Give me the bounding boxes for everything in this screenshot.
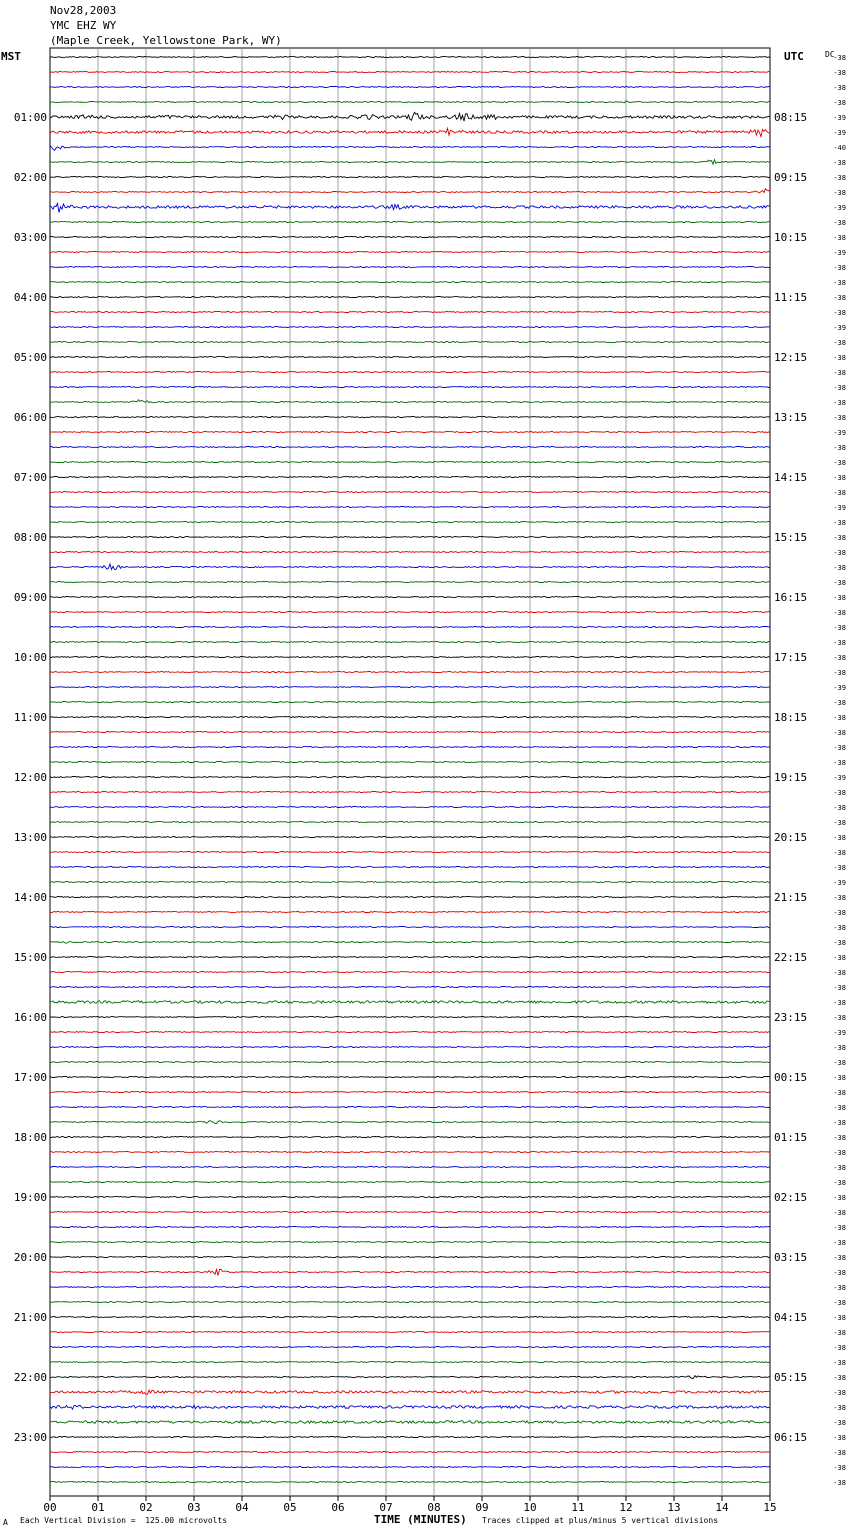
- trace-row: [50, 1390, 770, 1394]
- dc-offset-label: -38: [833, 804, 846, 812]
- right-hour-label: 01:15: [774, 1131, 808, 1144]
- x-tick-label: 07: [379, 1501, 393, 1514]
- dc-offset-label: -38: [833, 1179, 846, 1187]
- dc-offset-label: -38: [833, 1329, 846, 1337]
- dc-offset-label: -38: [833, 609, 846, 617]
- right-timezone-label: UTC: [784, 50, 804, 63]
- dc-offset-label: -38: [833, 294, 846, 302]
- trace-row: [50, 687, 770, 688]
- trace-row: [50, 1302, 770, 1303]
- right-hour-label: 06:15: [774, 1431, 808, 1444]
- dc-offset-label: -38: [833, 1434, 846, 1442]
- dc-offset-label: -38: [833, 459, 846, 467]
- dc-offset-label: -38: [833, 414, 846, 422]
- dc-offset-label: -39: [833, 324, 846, 332]
- left-hour-label: 18:00: [13, 1131, 47, 1144]
- dc-offset-label: -38: [833, 729, 846, 737]
- dc-offset-label: -38: [833, 399, 846, 407]
- dc-offset-label: -38: [833, 99, 846, 107]
- dc-offset-label: -38: [833, 1419, 846, 1427]
- dc-offset-label: -38: [833, 849, 846, 857]
- x-tick-label: 05: [283, 1501, 297, 1514]
- x-tick-label: 00: [43, 1501, 57, 1514]
- trace-row: [50, 1317, 770, 1318]
- dc-offset-label: -38: [833, 909, 846, 917]
- trace-row: [50, 912, 770, 913]
- trace-row: [50, 1437, 770, 1438]
- dc-offset-label: -38: [833, 1194, 846, 1202]
- trace-row: [50, 1421, 770, 1424]
- trace-row: [50, 447, 770, 448]
- trace-row: [50, 417, 770, 418]
- trace-row: [50, 462, 770, 463]
- left-hour-label: 13:00: [13, 831, 47, 844]
- right-hour-label: 14:15: [774, 471, 808, 484]
- left-hour-label: 11:00: [13, 711, 47, 724]
- right-hour-label: 10:15: [774, 231, 808, 244]
- left-timezone-label: MST: [1, 50, 21, 63]
- trace-row: [50, 537, 770, 538]
- chart-labels: [14, 54, 846, 1514]
- dc-offset-label: -38: [833, 1239, 846, 1247]
- trace-row: [50, 432, 770, 433]
- trace-row: [50, 222, 770, 223]
- dc-offset-label: -38: [833, 744, 846, 752]
- dc-offset-label: -38: [833, 1089, 846, 1097]
- trace-row: [50, 582, 770, 583]
- trace-row: [50, 1405, 770, 1409]
- trace-row: [50, 267, 770, 268]
- trace-row: [50, 1362, 770, 1363]
- dc-offset-label: -38: [833, 699, 846, 707]
- dc-offset-label: -38: [833, 1014, 846, 1022]
- dc-offset-label: -38: [833, 714, 846, 722]
- dc-offset-label: -38: [833, 1359, 846, 1367]
- x-tick-label: 14: [715, 1501, 729, 1514]
- trace-row: [50, 327, 770, 328]
- trace-row: [50, 642, 770, 643]
- left-hour-label: 02:00: [13, 171, 47, 184]
- left-hour-label: 15:00: [13, 951, 47, 964]
- left-hour-label: 23:00: [13, 1431, 47, 1444]
- dc-offset-label: -38: [833, 1374, 846, 1382]
- x-tick-label: 10: [523, 1501, 537, 1514]
- dc-offset-label: -38: [833, 234, 846, 242]
- trace-row: [50, 1212, 770, 1213]
- right-hour-label: 13:15: [774, 411, 808, 424]
- dc-offset-label: -38: [833, 54, 846, 62]
- dc-offset-label: -38: [833, 579, 846, 587]
- trace-row: [50, 552, 770, 553]
- dc-offset-label: -38: [833, 309, 846, 317]
- right-hour-label: 22:15: [774, 951, 808, 964]
- dc-offset-label: -40: [833, 144, 846, 152]
- dc-offset-label: -38: [833, 219, 846, 227]
- minute-grid: [50, 48, 770, 1496]
- x-tick-label: 01: [91, 1501, 105, 1514]
- trace-row: [50, 597, 770, 598]
- right-hour-label: 05:15: [774, 1371, 808, 1384]
- trace-row: [50, 657, 770, 658]
- trace-row: [50, 312, 770, 313]
- footer-mark: A: [3, 1518, 8, 1527]
- trace-row: [50, 1269, 770, 1275]
- trace-row: [50, 1182, 770, 1183]
- trace-row: [50, 1197, 770, 1198]
- dc-offset-label: -38: [833, 384, 846, 392]
- dc-offset-label: -39: [833, 504, 846, 512]
- station-location: (Maple Creek, Yellowstone Park, WY): [50, 34, 282, 47]
- dc-offset-label: -38: [833, 924, 846, 932]
- dc-offset-label: -38: [833, 1164, 846, 1172]
- trace-row: [50, 160, 770, 165]
- left-hour-label: 04:00: [13, 291, 47, 304]
- right-hour-label: 15:15: [774, 531, 808, 544]
- dc-offset-label: -38: [833, 1224, 846, 1232]
- trace-row: [50, 1332, 770, 1333]
- station-code: YMC EHZ WY: [50, 19, 117, 32]
- dc-offset-label: -38: [833, 69, 846, 77]
- x-tick-label: 08: [427, 1501, 441, 1514]
- dc-offset-label: -38: [833, 159, 846, 167]
- dc-offset-label: -38: [833, 639, 846, 647]
- left-hour-label: 01:00: [13, 111, 47, 124]
- dc-offset-label: -38: [833, 489, 846, 497]
- dc-offset-label: -38: [833, 84, 846, 92]
- trace-row: [50, 1167, 770, 1168]
- trace-row: [50, 957, 770, 958]
- x-tick-label: 04: [235, 1501, 249, 1514]
- trace-row: [50, 732, 770, 733]
- trace-row: [50, 282, 770, 283]
- trace-row: [50, 882, 770, 883]
- dc-offset-label: -38: [833, 1149, 846, 1157]
- trace-row: [50, 522, 770, 523]
- trace-row: [50, 1137, 770, 1138]
- trace-row: [50, 297, 770, 298]
- trace-row: [50, 237, 770, 238]
- dc-offset-label: -38: [833, 789, 846, 797]
- trace-row: [50, 972, 770, 973]
- trace-row: [50, 1376, 770, 1379]
- x-tick-label: 13: [667, 1501, 681, 1514]
- trace-row: [50, 342, 770, 343]
- dc-offset-label: -38: [833, 1299, 846, 1307]
- dc-offset-label: -39: [833, 684, 846, 692]
- trace-row: [50, 1467, 770, 1468]
- dc-offset-label: -38: [833, 1074, 846, 1082]
- trace-row: [50, 672, 770, 673]
- trace-row: [50, 128, 770, 136]
- trace-row: [50, 1242, 770, 1243]
- trace-row: [50, 1062, 770, 1063]
- x-axis-label: TIME (MINUTES): [374, 1513, 467, 1526]
- dc-offset-label: -38: [833, 999, 846, 1007]
- dc-offset-label: -38: [833, 279, 846, 287]
- x-tick-label: 06: [331, 1501, 345, 1514]
- trace-row: [50, 145, 770, 150]
- dc-offset-label: -38: [833, 1479, 846, 1487]
- dc-offset-label: -38: [833, 939, 846, 947]
- x-tick-label: 11: [571, 1501, 585, 1514]
- trace-row: [50, 507, 770, 508]
- left-hour-label: 17:00: [13, 1071, 47, 1084]
- left-hour-label: 10:00: [13, 651, 47, 664]
- trace-row: [50, 1257, 770, 1258]
- dc-offset-label: -38: [833, 1344, 846, 1352]
- dc-offset-label: -38: [833, 654, 846, 662]
- trace-row: [50, 1032, 770, 1033]
- dc-offset-label: -38: [833, 549, 846, 557]
- trace-row: [50, 792, 770, 793]
- trace-row: [50, 777, 770, 778]
- dc-offset-label: -38: [833, 519, 846, 527]
- trace-row: [50, 112, 770, 121]
- trace-row: [50, 477, 770, 478]
- dc-offset-label: -38: [833, 1269, 846, 1277]
- trace-row: [50, 1227, 770, 1228]
- left-hour-label: 16:00: [13, 1011, 47, 1024]
- right-hour-label: 20:15: [774, 831, 808, 844]
- dc-offset-label: -38: [833, 1059, 846, 1067]
- dc-offset-label: -38: [833, 624, 846, 632]
- dc-offset-label: -38: [833, 339, 846, 347]
- trace-row: [50, 987, 770, 988]
- plot-frame: [50, 48, 770, 1496]
- dc-offset-label: -39: [833, 204, 846, 212]
- right-hour-label: 00:15: [774, 1071, 808, 1084]
- left-hour-label: 22:00: [13, 1371, 47, 1384]
- dc-offset-label: -38: [833, 444, 846, 452]
- trace-row: [50, 203, 770, 212]
- left-hour-label: 21:00: [13, 1311, 47, 1324]
- dc-offset-label: -38: [833, 819, 846, 827]
- trace-row: [50, 357, 770, 358]
- right-hour-label: 04:15: [774, 1311, 808, 1324]
- dc-offset-label: -39: [833, 1029, 846, 1037]
- dc-offset-label: -38: [833, 759, 846, 767]
- trace-row: [50, 612, 770, 613]
- trace-row: [50, 372, 770, 373]
- right-hour-label: 11:15: [774, 291, 808, 304]
- dc-offset-label: -38: [833, 369, 846, 377]
- dc-offset-label: -38: [833, 1119, 846, 1127]
- trace-row: [50, 837, 770, 838]
- trace-row: [50, 1107, 770, 1108]
- trace-row: [50, 1077, 770, 1078]
- trace-row: [50, 717, 770, 718]
- dc-offset-label: -39: [833, 774, 846, 782]
- trace-row: [50, 177, 770, 178]
- dc-offset-header: DC: [825, 50, 835, 59]
- dc-offset-label: -39: [833, 114, 846, 122]
- dc-offset-label: -38: [833, 1254, 846, 1262]
- trace-row: [50, 1047, 770, 1048]
- dc-offset-label: -38: [833, 1104, 846, 1112]
- right-hour-label: 23:15: [774, 1011, 808, 1024]
- dc-offset-label: -38: [833, 174, 846, 182]
- dc-offset-label: -38: [833, 564, 846, 572]
- dc-offset-label: -38: [833, 864, 846, 872]
- left-hour-label: 09:00: [13, 591, 47, 604]
- trace-row: [50, 1347, 770, 1348]
- trace-row: [50, 1482, 770, 1483]
- right-hour-label: 09:15: [774, 171, 808, 184]
- trace-row: [50, 762, 770, 763]
- dc-offset-label: -38: [833, 969, 846, 977]
- trace-row: [50, 57, 770, 58]
- dc-offset-label: -39: [833, 879, 846, 887]
- dc-offset-label: -38: [833, 669, 846, 677]
- dc-offset-label: -38: [833, 1389, 846, 1397]
- right-hour-label: 16:15: [774, 591, 808, 604]
- right-hour-label: 08:15: [774, 111, 808, 124]
- trace-row: [50, 867, 770, 868]
- dc-offset-label: -38: [833, 264, 846, 272]
- dc-offset-label: -38: [833, 1464, 846, 1472]
- trace-row: [50, 627, 770, 628]
- trace-row: [50, 747, 770, 748]
- x-tick-label: 02: [139, 1501, 153, 1514]
- x-tick-label: 12: [619, 1501, 633, 1514]
- trace-row: [50, 1152, 770, 1153]
- dc-offset-label: -38: [833, 834, 846, 842]
- dc-offset-label: -38: [833, 954, 846, 962]
- dc-offset-label: -38: [833, 1209, 846, 1217]
- dc-offset-label: -38: [833, 984, 846, 992]
- scale-note: Each Vertical Division = 125.00 microvolts: [20, 1516, 228, 1525]
- trace-row: [50, 942, 770, 944]
- seismic-traces: [50, 57, 770, 1483]
- trace-row: [50, 1121, 770, 1124]
- dc-offset-label: -38: [833, 1449, 846, 1457]
- right-hour-label: 19:15: [774, 771, 808, 784]
- trace-row: [50, 822, 770, 823]
- left-hour-label: 08:00: [13, 531, 47, 544]
- trace-row: [50, 564, 770, 570]
- trace-row: [50, 189, 770, 193]
- trace-row: [50, 927, 770, 928]
- dc-offset-label: -38: [833, 1404, 846, 1412]
- x-tick-label: 09: [475, 1501, 489, 1514]
- trace-row: [50, 1452, 770, 1453]
- dc-offset-label: -38: [833, 1314, 846, 1322]
- left-hour-label: 20:00: [13, 1251, 47, 1264]
- trace-row: [50, 72, 770, 73]
- trace-row: [50, 1001, 770, 1004]
- trace-row: [50, 897, 770, 898]
- x-tick-label: 15: [763, 1501, 777, 1514]
- left-hour-label: 05:00: [13, 351, 47, 364]
- dc-offset-label: -38: [833, 189, 846, 197]
- right-hour-label: 02:15: [774, 1191, 808, 1204]
- trace-row: [50, 400, 770, 403]
- trace-row: [50, 807, 770, 808]
- left-hour-label: 03:00: [13, 231, 47, 244]
- dc-offset-label: -38: [833, 534, 846, 542]
- right-hour-label: 17:15: [774, 651, 808, 664]
- trace-row: [50, 702, 770, 703]
- chart-date: Nov28,2003: [50, 4, 117, 17]
- dc-offset-label: -38: [833, 1284, 846, 1292]
- trace-row: [50, 492, 770, 493]
- dc-offset-label: -38: [833, 1134, 846, 1142]
- trace-row: [50, 1017, 770, 1018]
- right-hour-label: 12:15: [774, 351, 808, 364]
- trace-row: [50, 852, 770, 853]
- trace-row: [50, 87, 770, 88]
- dc-offset-label: -38: [833, 474, 846, 482]
- left-hour-label: 19:00: [13, 1191, 47, 1204]
- dc-offset-label: -39: [833, 429, 846, 437]
- dc-offset-label: -38: [833, 354, 846, 362]
- left-hour-label: 06:00: [13, 411, 47, 424]
- dc-offset-label: -38: [833, 594, 846, 602]
- dc-offset-label: -38: [833, 1044, 846, 1052]
- x-tick-label: 03: [187, 1501, 201, 1514]
- trace-row: [50, 1092, 770, 1093]
- dc-offset-label: -39: [833, 129, 846, 137]
- right-hour-label: 21:15: [774, 891, 808, 904]
- trace-row: [50, 252, 770, 253]
- trace-row: [50, 101, 770, 103]
- right-hour-label: 03:15: [774, 1251, 808, 1264]
- left-hour-label: 12:00: [13, 771, 47, 784]
- trace-row: [50, 1287, 770, 1288]
- left-hour-label: 07:00: [13, 471, 47, 484]
- right-hour-label: 18:15: [774, 711, 808, 724]
- dc-offset-label: -39: [833, 249, 846, 257]
- dc-offset-label: -38: [833, 894, 846, 902]
- clip-note: Traces clipped at plus/minus 5 vertical divisions: [482, 1516, 719, 1525]
- trace-row: [50, 387, 770, 388]
- left-hour-label: 14:00: [13, 891, 47, 904]
